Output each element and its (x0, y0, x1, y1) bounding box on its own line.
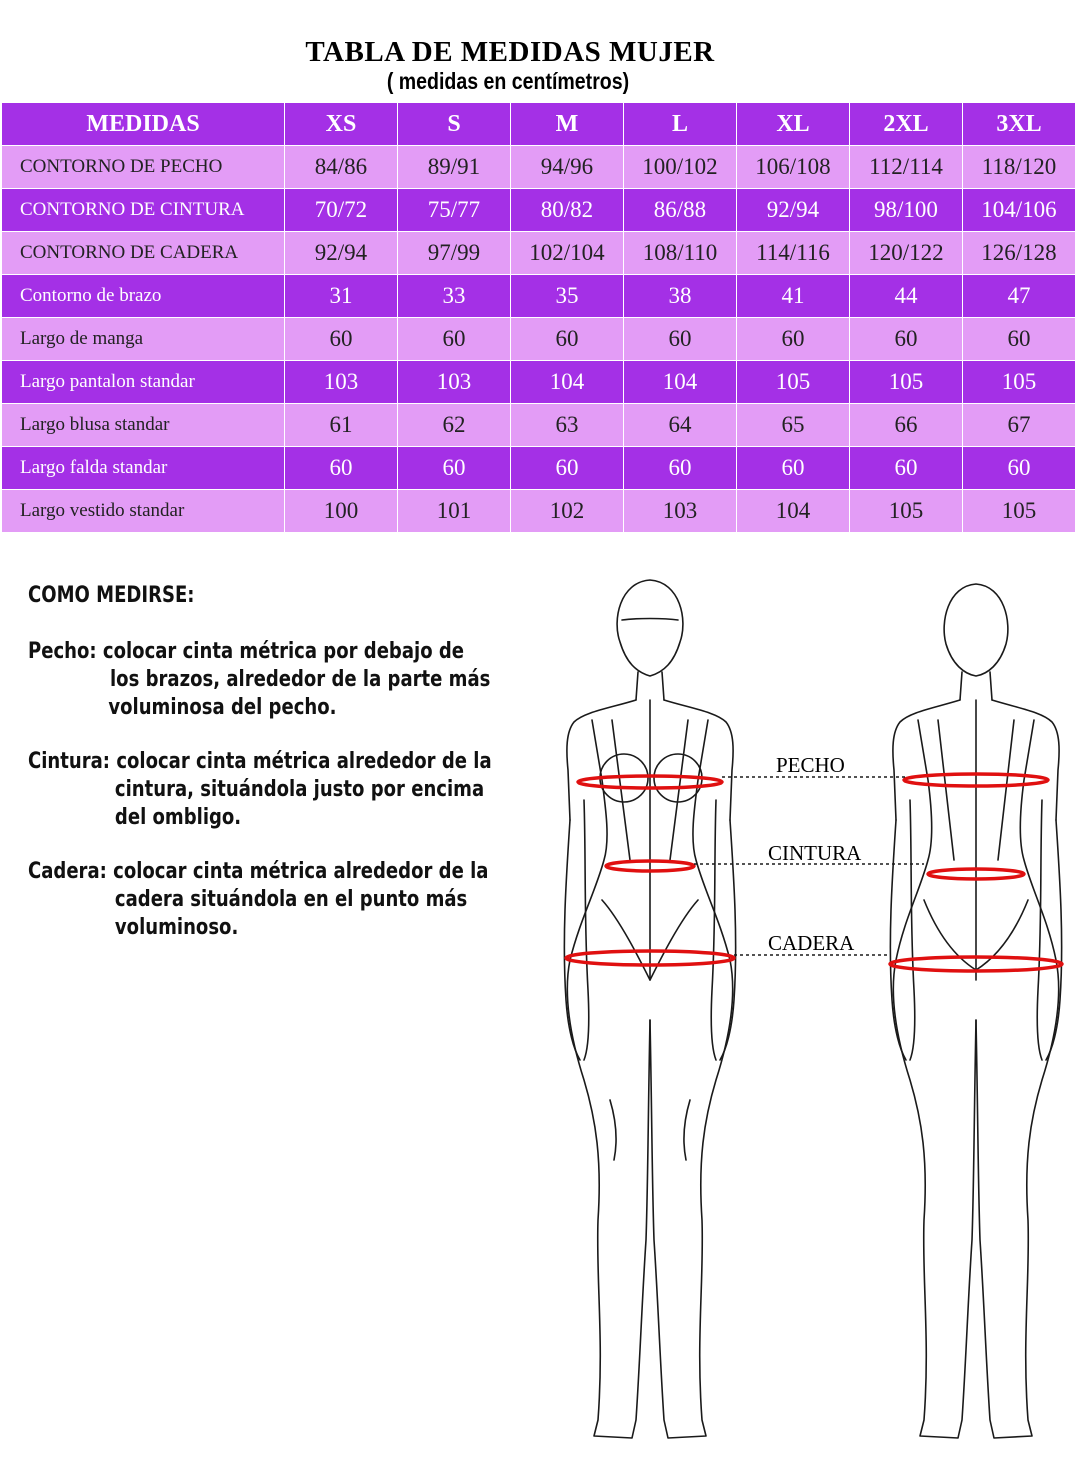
table-cell: 84/86 (285, 146, 398, 189)
back-figure (890, 584, 1061, 1438)
header-s: S (398, 103, 511, 146)
table-cell: 104 (511, 361, 624, 404)
label-pecho: PECHO (776, 753, 845, 777)
table-row (2, 318, 1076, 361)
table-cell: 104/106 (963, 189, 1076, 232)
table-cell: 102/104 (511, 232, 624, 275)
table-cell: 60 (963, 447, 1076, 490)
table-cell: 61 (285, 404, 398, 447)
label-cadera: CADERA (768, 931, 855, 955)
table-cell: 64 (624, 404, 737, 447)
table-cell: 33 (398, 275, 511, 318)
table-row (2, 146, 1076, 189)
table-row (2, 361, 1076, 404)
table-cell: 106/108 (737, 146, 850, 189)
row-label: CONTORNO DE PECHO (2, 146, 285, 189)
table-cell: 67 (963, 404, 1076, 447)
body-figures-illustration (540, 560, 1080, 1476)
pecho-line-3: voluminosa del pecho. (108, 695, 337, 720)
table-cell: 60 (737, 447, 850, 490)
instruction-pecho (28, 638, 490, 722)
table-cell: 60 (511, 318, 624, 361)
table-cell: 100 (285, 490, 398, 533)
instructions-heading: COMO MEDIRSE: (28, 583, 195, 608)
cintura-line-3: del ombligo. (114, 805, 242, 830)
term-cintura: Cintura: (28, 749, 111, 774)
table-cell: 60 (398, 447, 511, 490)
page-title: TABLA DE MEDIDAS MUJER (305, 36, 715, 68)
table-cell: 60 (737, 318, 850, 361)
table-header-row (2, 103, 1076, 146)
table-row (2, 189, 1076, 232)
table-row (2, 404, 1076, 447)
row-label: Largo blusa standar (2, 404, 285, 447)
row-label: CONTORNO DE CADERA (2, 232, 285, 275)
table-cell: 60 (850, 447, 963, 490)
table-cell: 98/100 (850, 189, 963, 232)
header-xl: XL (737, 103, 850, 146)
table-cell: 60 (285, 447, 398, 490)
row-label: Largo vestido standar (2, 490, 285, 533)
table-cell: 94/96 (511, 146, 624, 189)
table-cell: 60 (624, 447, 737, 490)
label-cintura: CINTURA (768, 841, 862, 865)
table-cell: 62 (398, 404, 511, 447)
row-label: Largo de manga (2, 318, 285, 361)
cadera-line-1: colocar cinta métrica alrededor de la (113, 859, 489, 884)
front-figure (564, 580, 735, 1438)
size-table (1, 102, 1076, 533)
table-cell: 118/120 (963, 146, 1076, 189)
table-cell: 60 (850, 318, 963, 361)
table-cell: 41 (737, 275, 850, 318)
table-cell: 35 (511, 275, 624, 318)
table-cell: 60 (624, 318, 737, 361)
table-cell: 60 (963, 318, 1076, 361)
instruction-cadera (28, 858, 488, 942)
table-cell: 92/94 (737, 189, 850, 232)
row-label: Contorno de brazo (2, 275, 285, 318)
header-l: L (624, 103, 737, 146)
term-cadera: Cadera: (28, 859, 107, 884)
table-cell: 105 (737, 361, 850, 404)
table-cell: 47 (963, 275, 1076, 318)
table-cell: 66 (850, 404, 963, 447)
cintura-line-1: colocar cinta métrica alrededor de la (116, 749, 492, 774)
pecho-line-1: colocar cinta métrica por debajo de (102, 639, 465, 664)
header-m: M (511, 103, 624, 146)
header-medidas: MEDIDAS (2, 103, 285, 146)
header-2xl: 2XL (850, 103, 963, 146)
table-cell: 92/94 (285, 232, 398, 275)
instruction-cintura (28, 748, 492, 832)
header-xs: XS (285, 103, 398, 146)
table-cell: 86/88 (624, 189, 737, 232)
table-cell: 70/72 (285, 189, 398, 232)
table-cell: 105 (850, 490, 963, 533)
table-cell: 89/91 (398, 146, 511, 189)
cintura-line-2: cintura, situándola justo por encima (114, 777, 485, 802)
dotted-leaders (694, 777, 924, 955)
table-cell: 60 (398, 318, 511, 361)
table-cell: 105 (963, 490, 1076, 533)
table-cell: 105 (850, 361, 963, 404)
header-3xl: 3XL (963, 103, 1076, 146)
table-row (2, 275, 1076, 318)
row-label: CONTORNO DE CINTURA (2, 189, 285, 232)
table-cell: 103 (624, 490, 737, 533)
table-cell: 65 (737, 404, 850, 447)
table-cell: 31 (285, 275, 398, 318)
table-cell: 75/77 (398, 189, 511, 232)
table-cell: 108/110 (624, 232, 737, 275)
table-cell: 126/128 (963, 232, 1076, 275)
cadera-line-2: cadera situándola en el punto más (114, 887, 468, 912)
table-cell: 38 (624, 275, 737, 318)
table-cell: 97/99 (398, 232, 511, 275)
table-cell: 104 (624, 361, 737, 404)
table-body (2, 146, 1076, 533)
pecho-line-2: los brazos, alrededor de la parte más (110, 667, 491, 692)
table-cell: 44 (850, 275, 963, 318)
table-cell: 60 (511, 447, 624, 490)
term-pecho: Pecho: (28, 639, 97, 664)
table-cell: 120/122 (850, 232, 963, 275)
table-cell: 60 (285, 318, 398, 361)
table-row (2, 490, 1076, 533)
table-row (2, 232, 1076, 275)
row-label: Largo pantalon standar (2, 361, 285, 404)
table-cell: 63 (511, 404, 624, 447)
table-cell: 103 (398, 361, 511, 404)
table-cell: 102 (511, 490, 624, 533)
table-cell: 100/102 (624, 146, 737, 189)
table-cell: 80/82 (511, 189, 624, 232)
table-cell: 114/116 (737, 232, 850, 275)
table-cell: 105 (963, 361, 1076, 404)
page-subtitle: ( medidas en centímetros) (386, 68, 630, 94)
table-cell: 112/114 (850, 146, 963, 189)
table-row (2, 447, 1076, 490)
table-cell: 104 (737, 490, 850, 533)
table-cell: 101 (398, 490, 511, 533)
row-label: Largo falda standar (2, 447, 285, 490)
table-cell: 103 (285, 361, 398, 404)
cadera-line-3: voluminoso. (114, 915, 239, 940)
